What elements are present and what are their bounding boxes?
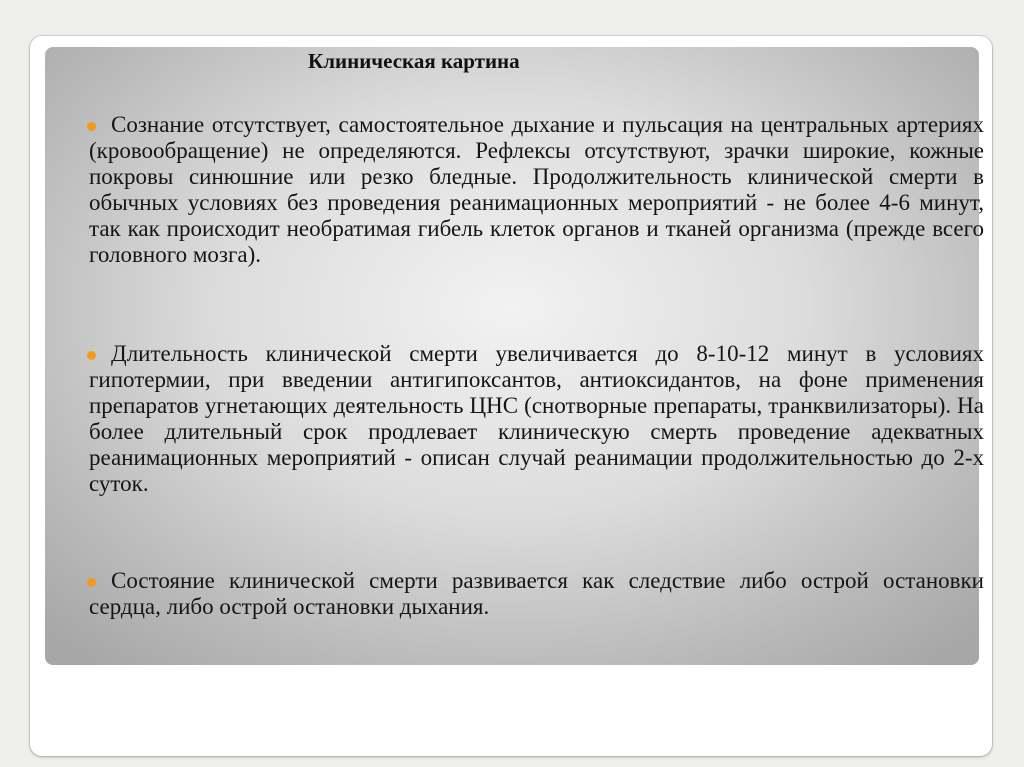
- bullet-item-2: [89, 341, 984, 497]
- paragraph-3-text: Состояние клинической смерти развивается как следствие либо острой остановки сердца, либо острой остановки дыхания.: [89, 568, 984, 619]
- bullet-item-1: [89, 112, 984, 268]
- paragraph-1-text: Сознание отсутствует, самостоятельное дыхание и пульсация на центральных артериях (кровообращение) не определяются. Рефлексы отсутствуют, зрачки широкие, кожные покровы синюшние или резко бледные. Продолжительность клинической смерти в обычных условиях без проведения реанимационных мероприятий - не более 4-6 минут, так как происходит необратимая гибель клеток органов и тканей организма (прежде всего головного мозга).: [89, 112, 984, 267]
- bullet-item-3: [89, 568, 984, 620]
- paragraph-2-text: Длительность клинической смерти увеличивается до 8-10-12 минут в условиях гипотермии, при введении антигипоксантов, антиоксидантов, на фоне применения препаратов угнетающих деятельность ЦНС (снотворные препараты, транквилизаторы). На более длительный срок продлевает клиническую смерть проведение адекватных реанимационных мероприятий - описан случай реанимации продолжительностью до 2-х суток.: [89, 341, 984, 496]
- bullet-dot-icon: [87, 578, 96, 587]
- slide-title: Клиническая картина: [308, 49, 520, 73]
- bullet-dot-icon: [87, 122, 96, 131]
- bullet-dot-icon: [87, 351, 96, 360]
